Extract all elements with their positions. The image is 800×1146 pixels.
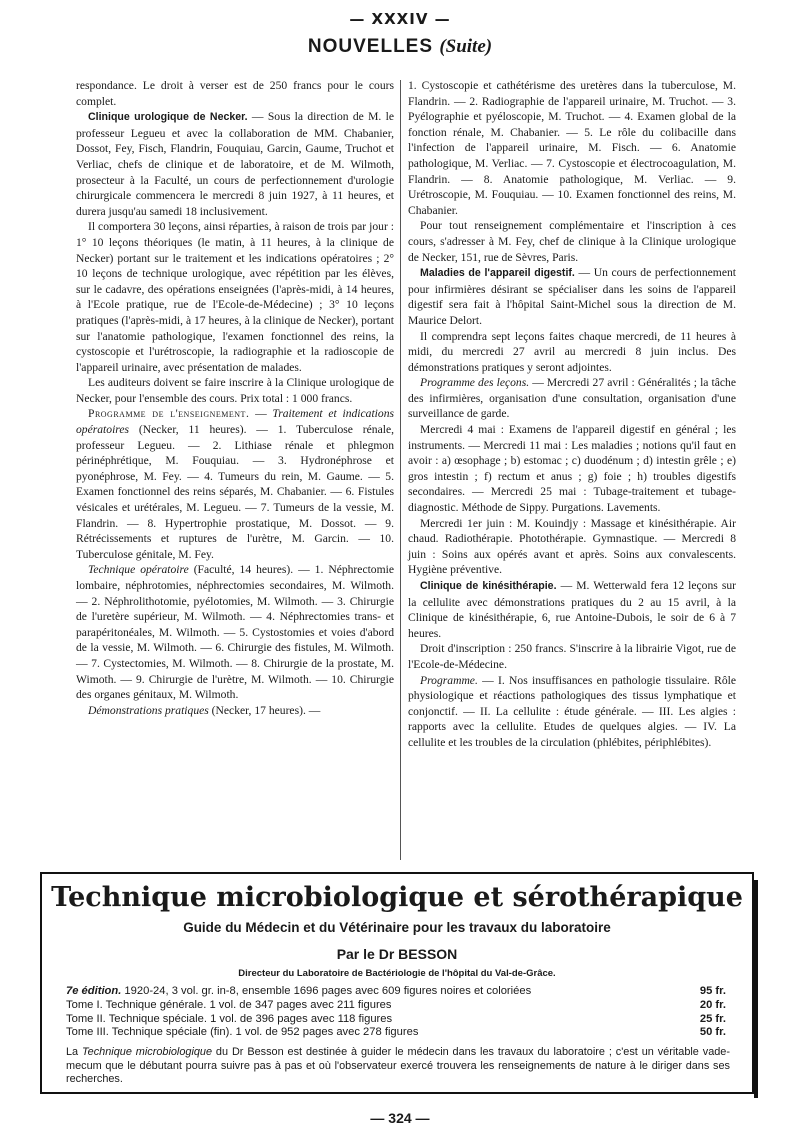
paragraph: 1. Cystoscopie et cathétérisme des uretères dans la tuberculose, M. Flandrin. — 2. Radiographie de l'appareil urinaire, M. Truchot. — 3. Pyélographie et pyéloscopie, M. Truchot. — 4. Examen global de la fonction rénale, M. Chabanier. — 5. Le rôle du colibacille dans l'infection de l'appareil urinaire, M. Fisch. — 6. Anatomie pathologique, M. Verliac. — 7. Cystoscopie et électrocoagulation, M. Flandrin. — 8. Anatomie pathologique, M. Verliac. — 9. Urétroscopie, M. Fouquiau. — 10. Examen fonctionnel des reins, M. Chabanier. <box>408 79 736 217</box>
paragraph-subheading: Technique opératoire <box>88 563 189 577</box>
paragraph-text: (Faculté, 14 heures). — 1. Néphrectomie lombaire, néphrotomies, néphrectomies secondaires, M. Wilmoth. — 2. Néphrolithotomie, pyélotomies, M. Wilmoth. — 3. Chirurgie de l'uretère supérieur, M. Wilmoth. — 4. Néphrectomies trans- et parapéritonéales, M. Wilmoth. — 5. Cystostomies et voies d'abord de la vessie, M. Wilmoth. — 6. Chirurgie des fistules, M. Wilmoth. — 7. Cystectomies, M. Wilmoth. — 8. Chirurgie de la prostate, M. Wimoth. — 9. Chirurgie de l'urètre, M. Wilmoth. — 10. Chirurgie des organes génitaux, M. Wilmoth. <box>76 563 394 702</box>
paragraph-subheading: Programme. <box>420 673 478 687</box>
paragraph-subheading: Démonstrations pratiques <box>88 703 209 717</box>
ad-title: Technique microbiologique et sérothérapique <box>51 882 743 913</box>
paragraph-text: — Sous la direction de M. le professeur Legueu et avec la collaboration de MM. Chabanier, Dossot, Fey, Fisch, Flandrin, Fouquiau, Garcin, Gaume, Truchot et Verliac, chefs de clinique et de laboratoire, et de M. Wilmoth, prosecteur à la Faculté, un cours de perfectionnement d'urologie chirurgicale commencera le mercredi 8 juin 1927, à 11 heures, et durera jusqu'au samedi 18 inclusivement. <box>76 110 394 218</box>
paragraph-text: — M. Wetterwald fera 12 leçons sur la cellulite avec démonstrations pratiques du 2 au 15 avril, à la Clinique de kinésithérapie, 6, rue Antoine-Dubois, le soir de 6 à 7 heures. <box>408 579 736 640</box>
paragraph: Il comportera 30 leçons, ainsi réparties, à raison de trois par jour : 1° 10 leçons théoriques (le matin, à 11 heures, à la clinique de Necker) portant sur le traitement et les indications opératoires ; 2° 10 leçons de technique urologique, avec répétition par les élèves, sur le cadavre, des opérations enseignées (l'après-midi, à 14 heures, à l'Ecole pratique, rue de l'Ecole-de-Médecine) ; 3° 10 leçons pratiques (l'après-midi, à 17 heures, à la clinique de Necker), portant sur l'anatomie pathologique, l'examen fonctionnel des reins, la cystoscopie et l'urétroscopie, la radiographie et la radioscopie de l'appareil urinaire, avec présentation de malades. <box>76 220 394 374</box>
paragraph: Mercredi 1er juin : M. Kouindjy : Massage et kinésithérapie. Air chaud. Radiothérapie. Photothérapie. Gymnastique. — Mercredi 8 juin : Soins aux opérés avant et après. Soins aux convalescents. Hygiène préventive. <box>408 516 736 577</box>
paragraph-text: — I. Nos insuffisances en pathologie tissulaire. Rôle physiologique et réactions pathologiques des tissus lymphatique et conjonctif. — II. La cellulite : étude générale. — III. Les algies : rapports avec la cellulite. Etudes de quelques algies. — IV. La cellulite et les troubles de la circulation (phlébites, périphlébites). <box>408 673 736 749</box>
paragraph <box>76 703 394 719</box>
paragraph-heading: Programme de l'enseignement. <box>88 407 250 421</box>
ad-line-text: Tome II. Technique spéciale. 1 vol. de 396 pages avec 118 figures <box>66 1012 393 1025</box>
paragraph: Les auditeurs doivent se faire inscrire à la Clinique urologique de Necker, pour l'ensemble des cours. Prix total : 1 000 francs. <box>76 376 394 405</box>
paragraph-text: — Mercredi 27 avril : Généralités ; la tâche des infirmières, organisation d'une consultation, organisation d'une surveillance de garde. <box>408 376 737 421</box>
paragraph: Droit d'inscription : 250 francs. S'inscrire à la librairie Vigot, rue de l'Ecole-de-Médecine. <box>408 642 736 671</box>
paragraph <box>408 265 736 328</box>
paragraph: Pour tout renseignement complémentaire et l'inscription à ces cours, s'adresser à M. Fey, chef de clinique à la Clinique urologique de Necker, 151, rue de Sèvres, Paris. <box>408 219 736 264</box>
page-number: — 324 — <box>370 1110 430 1126</box>
ad-price: 25 fr. <box>699 1012 726 1025</box>
ad-line-text: Tome I. Technique générale. 1 vol. de 347 pages avec 211 figures <box>66 998 392 1011</box>
ad-price-line <box>66 1013 726 1027</box>
advertisement-box <box>40 872 754 1094</box>
paragraph-subheading: Programme des leçons. <box>420 376 530 390</box>
paragraph <box>408 578 736 641</box>
paragraph-heading: Clinique urologique de Necker. <box>88 111 248 124</box>
ad-desc-text: du Dr Besson est destinée à guider le médecin dans les travaux du laboratoire ; c'est un véritable vade-mecum que le débutant pourra suivre pas à pas et où l'observateur exercé trouvera les renseignements de nature à le diriger dans ses recherches. <box>66 1046 730 1085</box>
ad-line-text: Tome III. Technique spéciale (fin). 1 vol. de 952 pages avec 278 figures <box>66 1026 419 1039</box>
paragraph <box>76 562 394 702</box>
paragraph <box>408 375 736 422</box>
section-title-suffix: (Suite) <box>439 36 493 57</box>
ad-author: Par le Dr BESSON <box>336 946 458 962</box>
paragraph-text: (Necker, 17 heures). — <box>208 703 321 717</box>
ad-description <box>66 1046 730 1087</box>
ad-price: 20 fr. <box>699 998 726 1011</box>
ad-desc-book-title: Technique microbiologique <box>82 1046 213 1058</box>
section-title-main: NOUVELLES <box>307 36 434 57</box>
ad-price-line <box>66 1026 726 1040</box>
ad-price-line <box>66 985 726 999</box>
running-page-number: — XXXIV — <box>349 10 451 28</box>
paragraph <box>408 673 736 751</box>
paragraph-heading: Clinique de kinésithérapie. <box>420 580 557 592</box>
paragraph: Mercredi 4 mai : Examens de l'appareil digestif en général ; les instruments. — Mercredi 11 mai : Les maladies ; notions qu'il faut en avoir : a) œsophage ; b) estomac ; c) duodénum ; d) intestin grêle ; e) gros intestin ; f) rectum et anus ; g) foie ; h) troubles digestifs secondaires. — Mercredi 25 mai : Tubage-traitement et tubage-diagnostic. Méthode de Sippy. Purgations. Lavements. <box>408 423 736 515</box>
ad-price: 95 fr. <box>699 985 726 997</box>
paragraph: respondance. Le droit à verser est de 250 francs pour le cours complet. <box>76 79 394 108</box>
ad-price-line <box>66 999 726 1013</box>
ad-affiliation: Directeur du Laboratoire de Bactériologie de l'hôpital du Val-de-Grâce. <box>238 968 556 979</box>
paragraph: Programme de l'enseignement. — Traitement et indications opératoires (Necker, 11 heures). — 1. Tuberculose rénale, professeur Legueu. — 2. Lithiase rénale et phlegmon périnéphrétique, M. Fouquiau. — 3. Hydronéphrose et pyonéphrose, M. Fey. — 4. Tumeurs du rein, M. Gaume. — 5. Examen fonctionnel des reins séparés, M. Chabanier. — 6. Fistules vésicales et urétérales, M. Legueu. — 7. Tumeurs de la vessie, M. Flandrin. — 8. Hypertrophie prostatique, M. Dossot. — 9. Rétrécissements et ruptures de l'urètre, M. Garcin. — 10. Tuberculose génitale, M. Fey. <box>76 407 395 561</box>
paragraph-heading: Maladies de l'appareil digestif. <box>420 267 575 280</box>
paragraph <box>76 109 394 219</box>
ad-price-list <box>66 985 726 1040</box>
paragraph-subheading: Traitement et indications opératoires <box>76 407 395 437</box>
paragraph-text: — Un cours de perfectionnement pour infirmières désirant se spécialiser dans les soins de l'appareil digestif sera fait à l'hôpital Saint-Michel sous la direction de M. Maurice Delort. <box>408 266 736 327</box>
right-column <box>408 78 736 751</box>
column-divider <box>400 80 401 860</box>
ad-edition: 7e édition. <box>66 985 122 997</box>
ad-line-text: 1920-24, 3 vol. gr. in-8, ensemble 1696 pages avec 609 figures noires et coloriées <box>121 985 532 997</box>
left-column <box>76 78 394 718</box>
section-title <box>0 36 800 58</box>
ad-desc-text: La <box>66 1046 83 1058</box>
ad-price: 50 fr. <box>699 1026 726 1039</box>
paragraph: Il comprendra sept leçons faites chaque mercredi, de 11 heures à midi, du mercredi 27 avril au mercredi 8 juin inclus. Des démonstrations pratiques y seront adjointes. <box>408 329 736 374</box>
ad-subtitle: Guide du Médecin et du Vétérinaire pour les travaux du laboratoire <box>183 920 611 935</box>
paragraph-text: (Necker, 11 heures). — 1. Tuberculose rénale, professeur Legueu. — 2. Lithiase rénale et phlegmon périnéphrétique, M. Fouquiau. — 3. Hydronéphrose et pyonéphrose, M. Fey. — 4. Tumeurs du rein, M. Gaume. — 5. Examen fonctionnel des reins séparés, M. Chabanier. — 6. Fistules vésicales et urétérales, M. Legueu. — 7. Tumeurs de la vessie, M. Flandrin. — 8. Hypertrophie prostatique, M. Dossot. — 9. Rétrécissements et ruptures de l'urètre, M. Garcin. — 10. Tuberculose génitale, M. Fey. <box>76 423 394 561</box>
